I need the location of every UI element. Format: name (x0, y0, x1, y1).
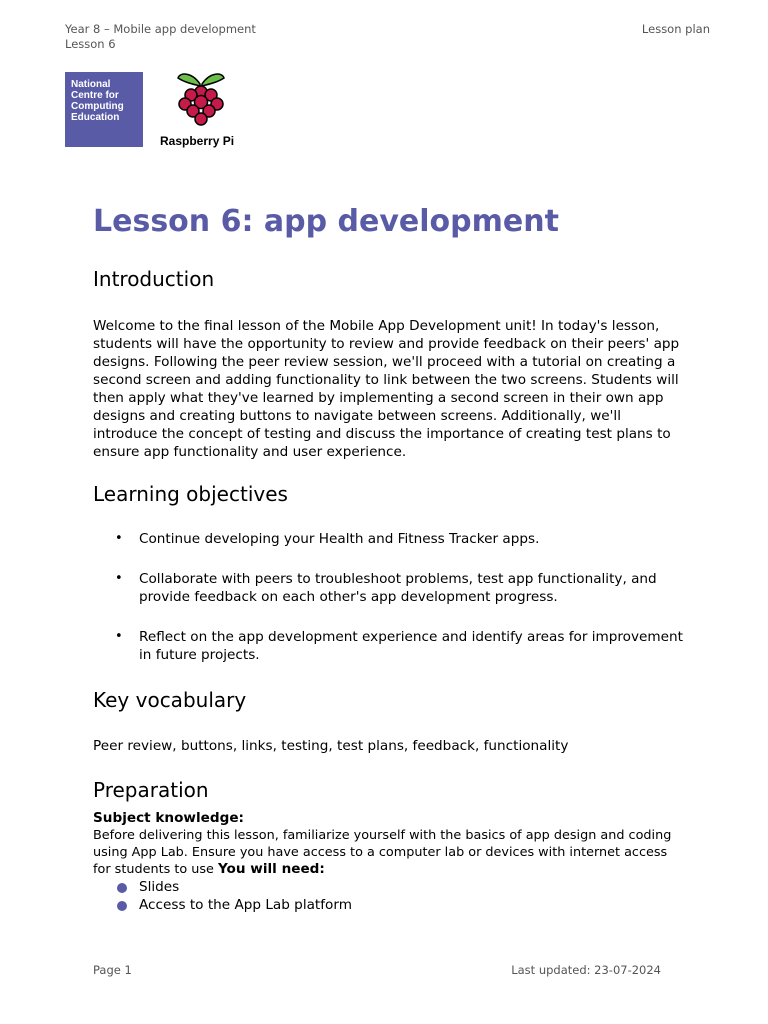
subject-knowledge-body: Before delivering this lesson, familiarize yourself with the basics of app design and coding using App Lab. Ensure you have access to a computer lab or devices with internet access for students to use (93, 828, 672, 877)
raspberry-pi-logo (160, 70, 242, 148)
subject-knowledge-label: Subject knowledge: (93, 810, 244, 826)
objectives-heading: Learning objectives (93, 482, 288, 506)
you-will-need-label: You will need: (217, 861, 325, 877)
subject-knowledge-text (93, 827, 683, 878)
ncce-logo (65, 72, 143, 147)
ncce-logo-line: National (71, 79, 111, 90)
list-item: Slides (93, 878, 683, 896)
introduction-text: Welcome to the final lesson of the Mobile App Development unit! In today's lesson, students will have the opportunity to review and provide feedback on their peers' app designs. Following the peer review session, we'll proceed with a tutorial on creating a second screen and adding functionality to link between the two screens. Students will then apply what they've learned by implementing a second screen in their own app designs and creating buttons to navigate between screens. Additionally, we'll introduce the concept of testing and discuss the importance of creating test plans to ensure app functionality and user experience. (93, 318, 680, 460)
list-item: • Continue developing your Health and Fitness Tracker apps. (93, 530, 683, 548)
materials-list (93, 878, 683, 914)
page-title: Lesson 6: app development (93, 204, 559, 239)
raspberry-pi-label: Raspberry Pi (160, 134, 235, 148)
list-item: Access to the App Lab platform (93, 896, 683, 914)
vocabulary-heading: Key vocabulary (93, 688, 247, 712)
preparation-heading: Preparation (93, 778, 209, 802)
list-item: • Reflect on the app development experience and identify areas for improvement in future projects. (93, 628, 683, 664)
ncce-logo-line: Centre for (71, 90, 119, 101)
header-left (65, 22, 256, 52)
list-item: • Collaborate with peers to troubleshoot problems, test app functionality, and provide feedback on each other's app development progress. (93, 570, 683, 606)
ncce-logo-line: Computing (71, 101, 124, 112)
header-course: Year 8 – Mobile app development (65, 22, 256, 36)
header-lesson: Lesson 6 (65, 37, 116, 51)
lesson-content (93, 200, 683, 914)
raspberry-icon (174, 70, 228, 128)
objectives-list (93, 530, 683, 664)
vocabulary-text: Peer review, buttons, links, testing, test plans, feedback, functionality (93, 738, 569, 754)
introduction-heading: Introduction (93, 267, 215, 291)
header-doc-type: Lesson plan (641, 22, 710, 36)
footer-updated: Last updated: 23-07-2024 (511, 963, 661, 977)
ncce-logo-line: Education (71, 112, 120, 123)
footer-page: Page 1 (93, 963, 132, 977)
